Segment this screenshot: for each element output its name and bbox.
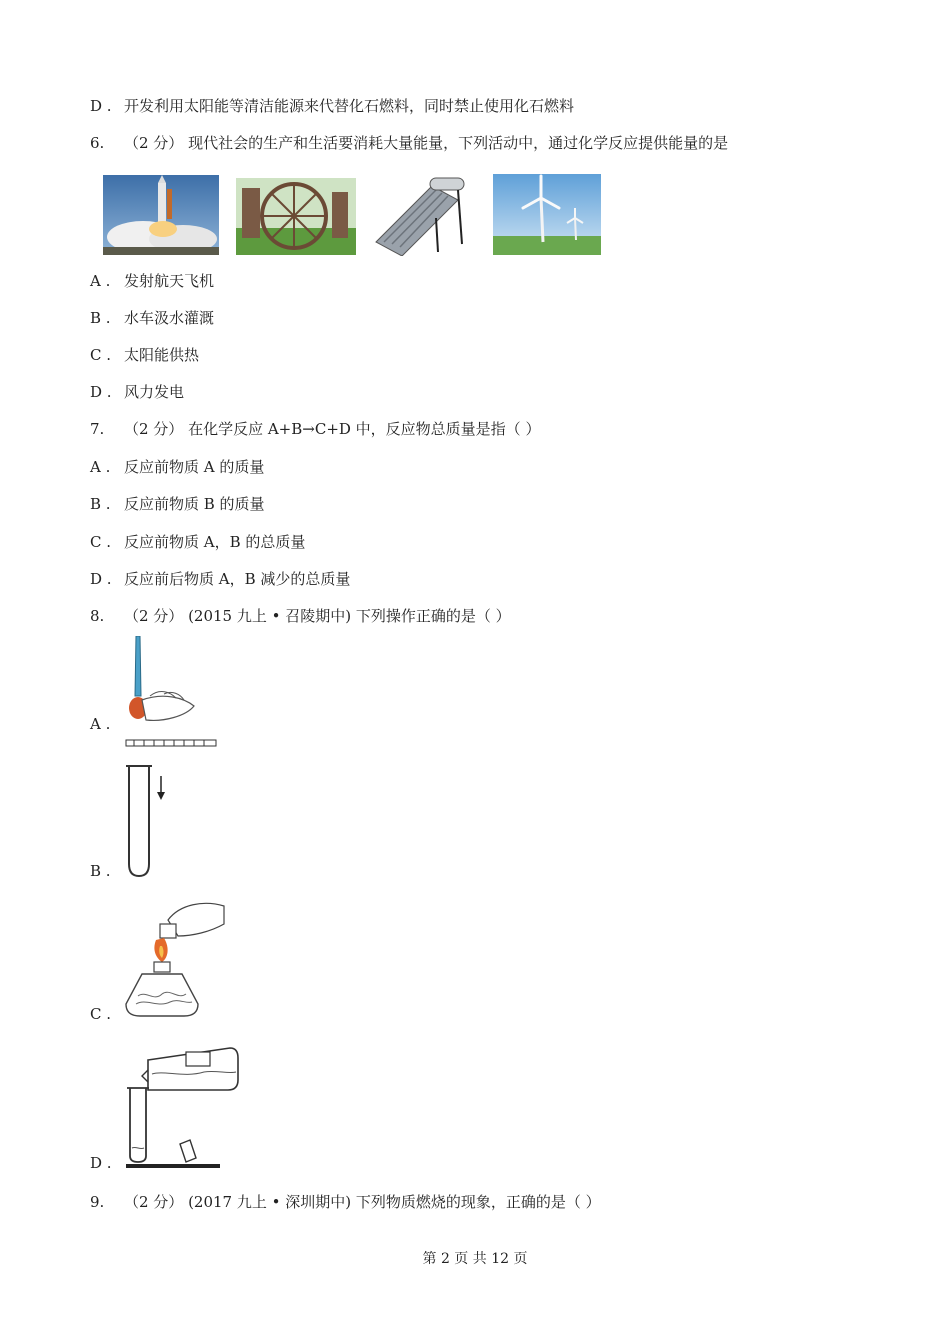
question-9: 9. （2 分） (2017 九上 • 深圳期中) 下列物质燃烧的现象，正确的是（ ） <box>90 1193 601 1211</box>
q7-option-c[interactable]: C . 反应前物质 A，B 的总质量 <box>90 533 306 551</box>
q6-option-b[interactable]: B . 水车汲水灌溉 <box>90 309 215 327</box>
alcohol-lamp-diagram <box>124 896 228 1024</box>
question-8: 8. （2 分） (2015 九上 • 召陵期中) 下列操作正确的是（ ） <box>90 607 511 625</box>
space-shuttle-launch-image <box>103 175 219 255</box>
q8-option-c[interactable]: C . <box>90 1005 112 1023</box>
dropper-hand-diagram <box>124 636 220 752</box>
wind-turbine-image <box>493 174 601 255</box>
waterwheel-image <box>236 178 356 255</box>
q8-option-d[interactable]: D . <box>90 1154 112 1172</box>
pouring-liquid-diagram <box>124 1040 248 1170</box>
page-footer: 第 2 页 共 12 页 <box>422 1251 528 1267</box>
question-6: 6. （2 分） 现代社会的生产和生活要消耗大量能量，下列活动中，通过化学反应提供能量的是 <box>90 134 729 152</box>
q7-option-a[interactable]: A . 反应前物质 A 的质量 <box>90 458 265 476</box>
question-7: 7. （2 分） 在化学反应 A+B→C+D 中，反应物总质量是指（ ） <box>90 420 541 438</box>
test-tube-arrow-diagram <box>124 762 174 880</box>
q6-option-d[interactable]: D . 风力发电 <box>90 383 185 401</box>
q6-option-a[interactable]: A . 发射航天飞机 <box>90 272 215 290</box>
q7-option-d[interactable]: D . 反应前后物质 A，B 减少的总质量 <box>90 570 351 588</box>
q7-option-b[interactable]: B . 反应前物质 B 的质量 <box>90 495 265 513</box>
q6-option-c[interactable]: C . 太阳能供热 <box>90 346 200 364</box>
q8-option-a[interactable]: A . <box>90 715 111 733</box>
solar-water-heater-image <box>372 172 468 256</box>
q8-option-b[interactable]: B . <box>90 862 111 880</box>
option-d-prev: D . 开发利用太阳能等清洁能源来代替化石燃料，同时禁止使用化石燃料 <box>90 97 575 115</box>
